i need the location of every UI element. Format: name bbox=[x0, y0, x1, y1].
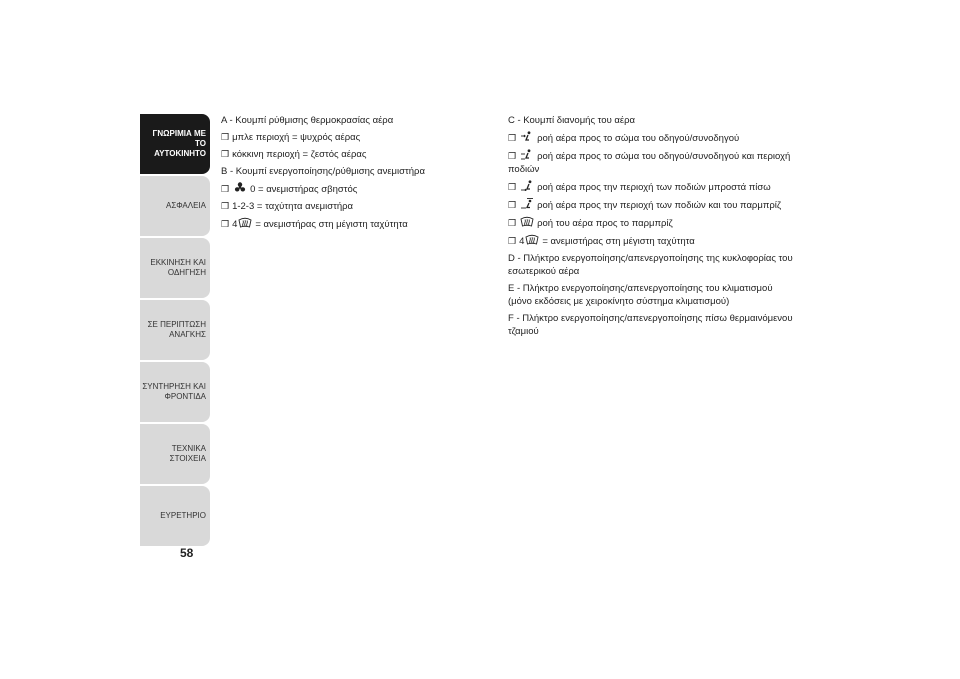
section-c-title: C - Κουμπί διανομής του αέρα bbox=[508, 115, 636, 126]
airflow-body-icon bbox=[520, 131, 534, 142]
list-item-text: ροή αέρα προς το σώμα του οδηγού/συνοδηγού και περιοχή ποδιών bbox=[508, 151, 791, 175]
list-item-text: ροή του αέρα προς το παρμπρίζ bbox=[537, 218, 673, 229]
windshield-defrost-icon bbox=[525, 234, 539, 245]
airflow-body-feet-icon bbox=[520, 149, 534, 160]
tab-starting-driving[interactable]: ΕΚΚΙΝΗΣΗ ΚΑΙ ΟΔΗΓΗΣΗ bbox=[140, 238, 210, 298]
windshield-icon bbox=[520, 216, 534, 227]
section-a-title: A - Κουμπί ρύθμισης θερμοκρασίας αέρα bbox=[221, 115, 394, 126]
list-item-text: = ανεμιστήρας στη μέγιστη ταχύτητα bbox=[542, 236, 695, 247]
bullet-icon: ❒ bbox=[221, 219, 230, 229]
bullet-icon: ❒ bbox=[221, 184, 230, 194]
list-item bbox=[508, 198, 798, 212]
tab-maintenance[interactable]: ΣΥΝΤΗΡΗΣΗ ΚΑΙ ΦΡΟΝΤΙΔΑ bbox=[140, 362, 210, 422]
airflow-feet-windshield-icon bbox=[520, 198, 534, 209]
tab-getting-to-know-car[interactable]: ΓΝΩΡΙΜΙΑ ΜΕ ΤΟ ΑΥΤΟΚΙΝΗΤΟ bbox=[140, 114, 210, 174]
list-item bbox=[221, 131, 491, 144]
list-item-text: κόκκινη περιοχή = ζεστός αέρας bbox=[232, 149, 367, 160]
list-item bbox=[508, 180, 798, 194]
section-b-title: B - Κουμπί ενεργοποίησης/ρύθμισης ανεμιστήρα bbox=[221, 166, 425, 177]
right-column bbox=[508, 114, 798, 342]
bullet-icon: ❒ bbox=[508, 200, 517, 210]
airflow-feet-icon bbox=[520, 180, 534, 191]
list-item bbox=[221, 200, 491, 213]
section-d-text: D - Πλήκτρο ενεργοποίησης/απενεργοποίησης της κυκλοφορίας του εσωτερικού αέρα bbox=[508, 253, 793, 277]
bullet-icon: ❒ bbox=[221, 149, 230, 159]
list-item-text: 0 = ανεμιστήρας σβηστός bbox=[250, 184, 358, 195]
bullet-icon: ❒ bbox=[508, 133, 517, 143]
list-item-text: ροή αέρα προς το σώμα του οδηγού/συνοδηγού bbox=[537, 133, 740, 144]
page-number: 58 bbox=[180, 546, 194, 560]
tab-technical-data[interactable]: ΤΕΧΝΙΚΑ ΣΤΟΙΧΕΙΑ bbox=[140, 424, 210, 484]
fan-icon bbox=[233, 182, 247, 193]
bullet-icon: ❒ bbox=[508, 236, 517, 246]
section-f-text: F - Πλήκτρο ενεργοποίησης/απενεργοποίησης πίσω θερμαινόμενου τζαμιού bbox=[508, 313, 793, 337]
list-item bbox=[508, 216, 798, 230]
list-item bbox=[221, 182, 491, 196]
bullet-icon: ❒ bbox=[508, 151, 517, 161]
tab-index[interactable]: ΕΥΡΕΤΗΡΙΟ bbox=[140, 486, 210, 546]
section-e-text: E - Πλήκτρο ενεργοποίησης/απενεργοποίησης του κλιματισμού (μόνο εκδόσεις με χειροκίνητο σύστημα κλιματισμού) bbox=[508, 283, 773, 307]
list-item bbox=[221, 217, 491, 231]
bullet-icon: ❒ bbox=[221, 201, 230, 211]
windshield-defrost-icon bbox=[238, 217, 252, 228]
list-item bbox=[221, 148, 491, 161]
bullet-icon: ❒ bbox=[508, 218, 517, 228]
list-item-text: 1-2-3 = ταχύτητα ανεμιστήρα bbox=[232, 201, 354, 212]
tab-safety[interactable]: ΑΣΦΑΛΕΙΑ bbox=[140, 176, 210, 236]
list-item-text: μπλε περιοχή = ψυχρός αέρας bbox=[232, 132, 361, 143]
list-item bbox=[508, 149, 798, 176]
list-item-text: ροή αέρα προς την περιοχή των ποδιών και του παρμπρίζ bbox=[537, 200, 782, 211]
bullet-icon: ❒ bbox=[508, 182, 517, 192]
list-item-text: ροή αέρα προς την περιοχή των ποδιών μπροστά πίσω bbox=[537, 182, 771, 193]
bullet-icon: ❒ bbox=[221, 132, 230, 142]
speed-number: 4 bbox=[232, 219, 238, 230]
speed-number: 4 bbox=[519, 236, 525, 247]
list-item bbox=[508, 131, 798, 145]
list-item bbox=[508, 234, 798, 248]
list-item-text: = ανεμιστήρας στη μέγιστη ταχύτητα bbox=[255, 219, 408, 230]
left-column bbox=[221, 114, 491, 235]
tab-emergency[interactable]: ΣΕ ΠΕΡΙΠΤΩΣΗ ΑΝΑΓΚΗΣ bbox=[140, 300, 210, 360]
